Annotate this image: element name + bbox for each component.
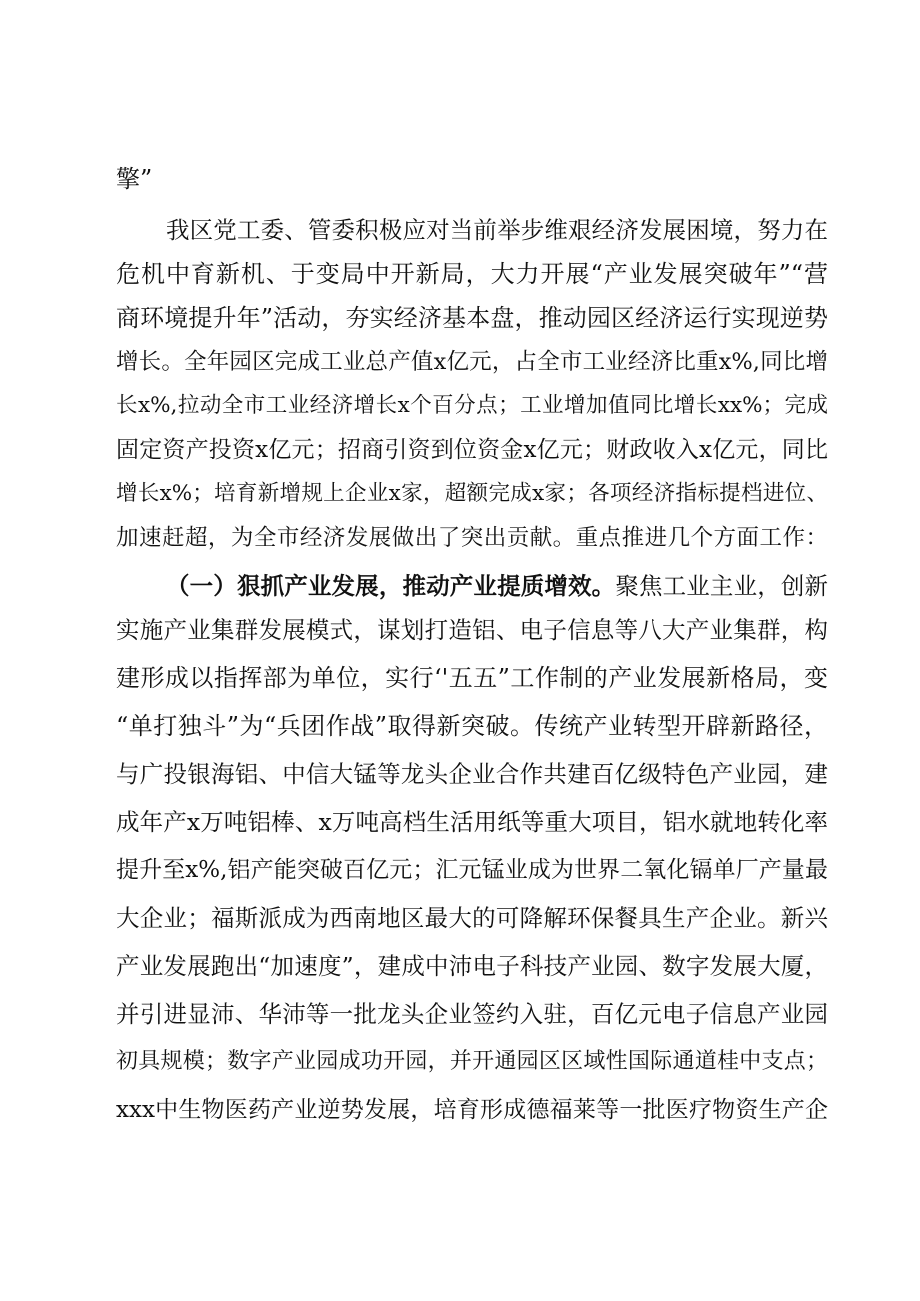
paragraph-line: 危机中育新机、于变局中开新局，大力开展“产业发展突破年”“营: [116, 260, 828, 288]
paragraph-line: 增长x%；培育新增规上企业x家，超额完成x家；各项经济指标提档进位、: [116, 481, 828, 506]
paragraph-line: 实施产业集群发展模式，谋划打造铝、电子信息等八大产业集群，构: [116, 616, 828, 644]
paragraph-line: 增长。全年园区完成工业总产值x亿元，占全市工业经济比重x%,同比增: [116, 349, 828, 375]
paragraph-line: 产业发展跑出“加速度”，建成中沛电子科技产业园、数字发展大厦，: [116, 952, 828, 980]
section-heading-tail: 聚焦工业主业，创新: [615, 572, 829, 600]
paragraph-line: 并引进显沛、华沛等一批龙头企业签约入驻，百亿元电子信息产业园: [116, 1000, 828, 1028]
paragraph-line: 固定资产投资x亿元；招商引资到位资金x亿元；财政收入x亿元，同比: [116, 437, 828, 463]
paragraph-line: “单打独斗”为“兵团作战”取得新突破。传统产业转型开辟新路径，: [116, 712, 828, 740]
paragraph-line: 加速赶超，为全市经济发展做出了突出贡献。重点推进几个方面工作：: [116, 525, 828, 551]
paragraph-line: 我区党工委、管委积极应对当前举步维艰经济发展困境，努力在: [166, 216, 828, 244]
paragraph-line: 建形成以指挥部为单位，实行‘'五五”工作制的产业发展新格局，变: [116, 664, 828, 692]
paragraph-line: 成年产x万吨铝棒、x万吨高档生活用纸等重大项目，铝水就地转化率: [116, 808, 828, 836]
paragraph-line: 商环境提升年”活动，夯实经济基本盘，推动园区经济运行实现逆势: [116, 304, 828, 332]
paragraph-line: 长x%,拉动全市工业经济增长x个百分点；工业增加值同比增长xx%；完成: [116, 393, 828, 418]
paragraph-line: 提升至x%,铝产能突破百亿元；汇元锰业成为世界二氧化镉单厂产量最: [116, 857, 828, 883]
paragraph-line: 与广投银海铝、中信大锰等龙头企业合作共建百亿级特色产业园，建: [116, 760, 828, 788]
continuation-line: 擎”: [116, 165, 153, 193]
paragraph-line: xxx中生物医药产业逆势发展，培育形成德福莱等一批医疗物资生产企: [116, 1097, 828, 1123]
paragraph-line: 初具规模；数字产业园成功开园，并开通园区区域性国际通道桂中支点；: [116, 1049, 828, 1074]
section-heading-line: [166, 564, 828, 608]
section-heading: （一）狠抓产业发展，推动产业提质增效。: [166, 572, 616, 600]
paragraph-line: 大企业；福斯派成为西南地区最大的可降解环保餐具生产企业。新兴: [116, 904, 828, 932]
